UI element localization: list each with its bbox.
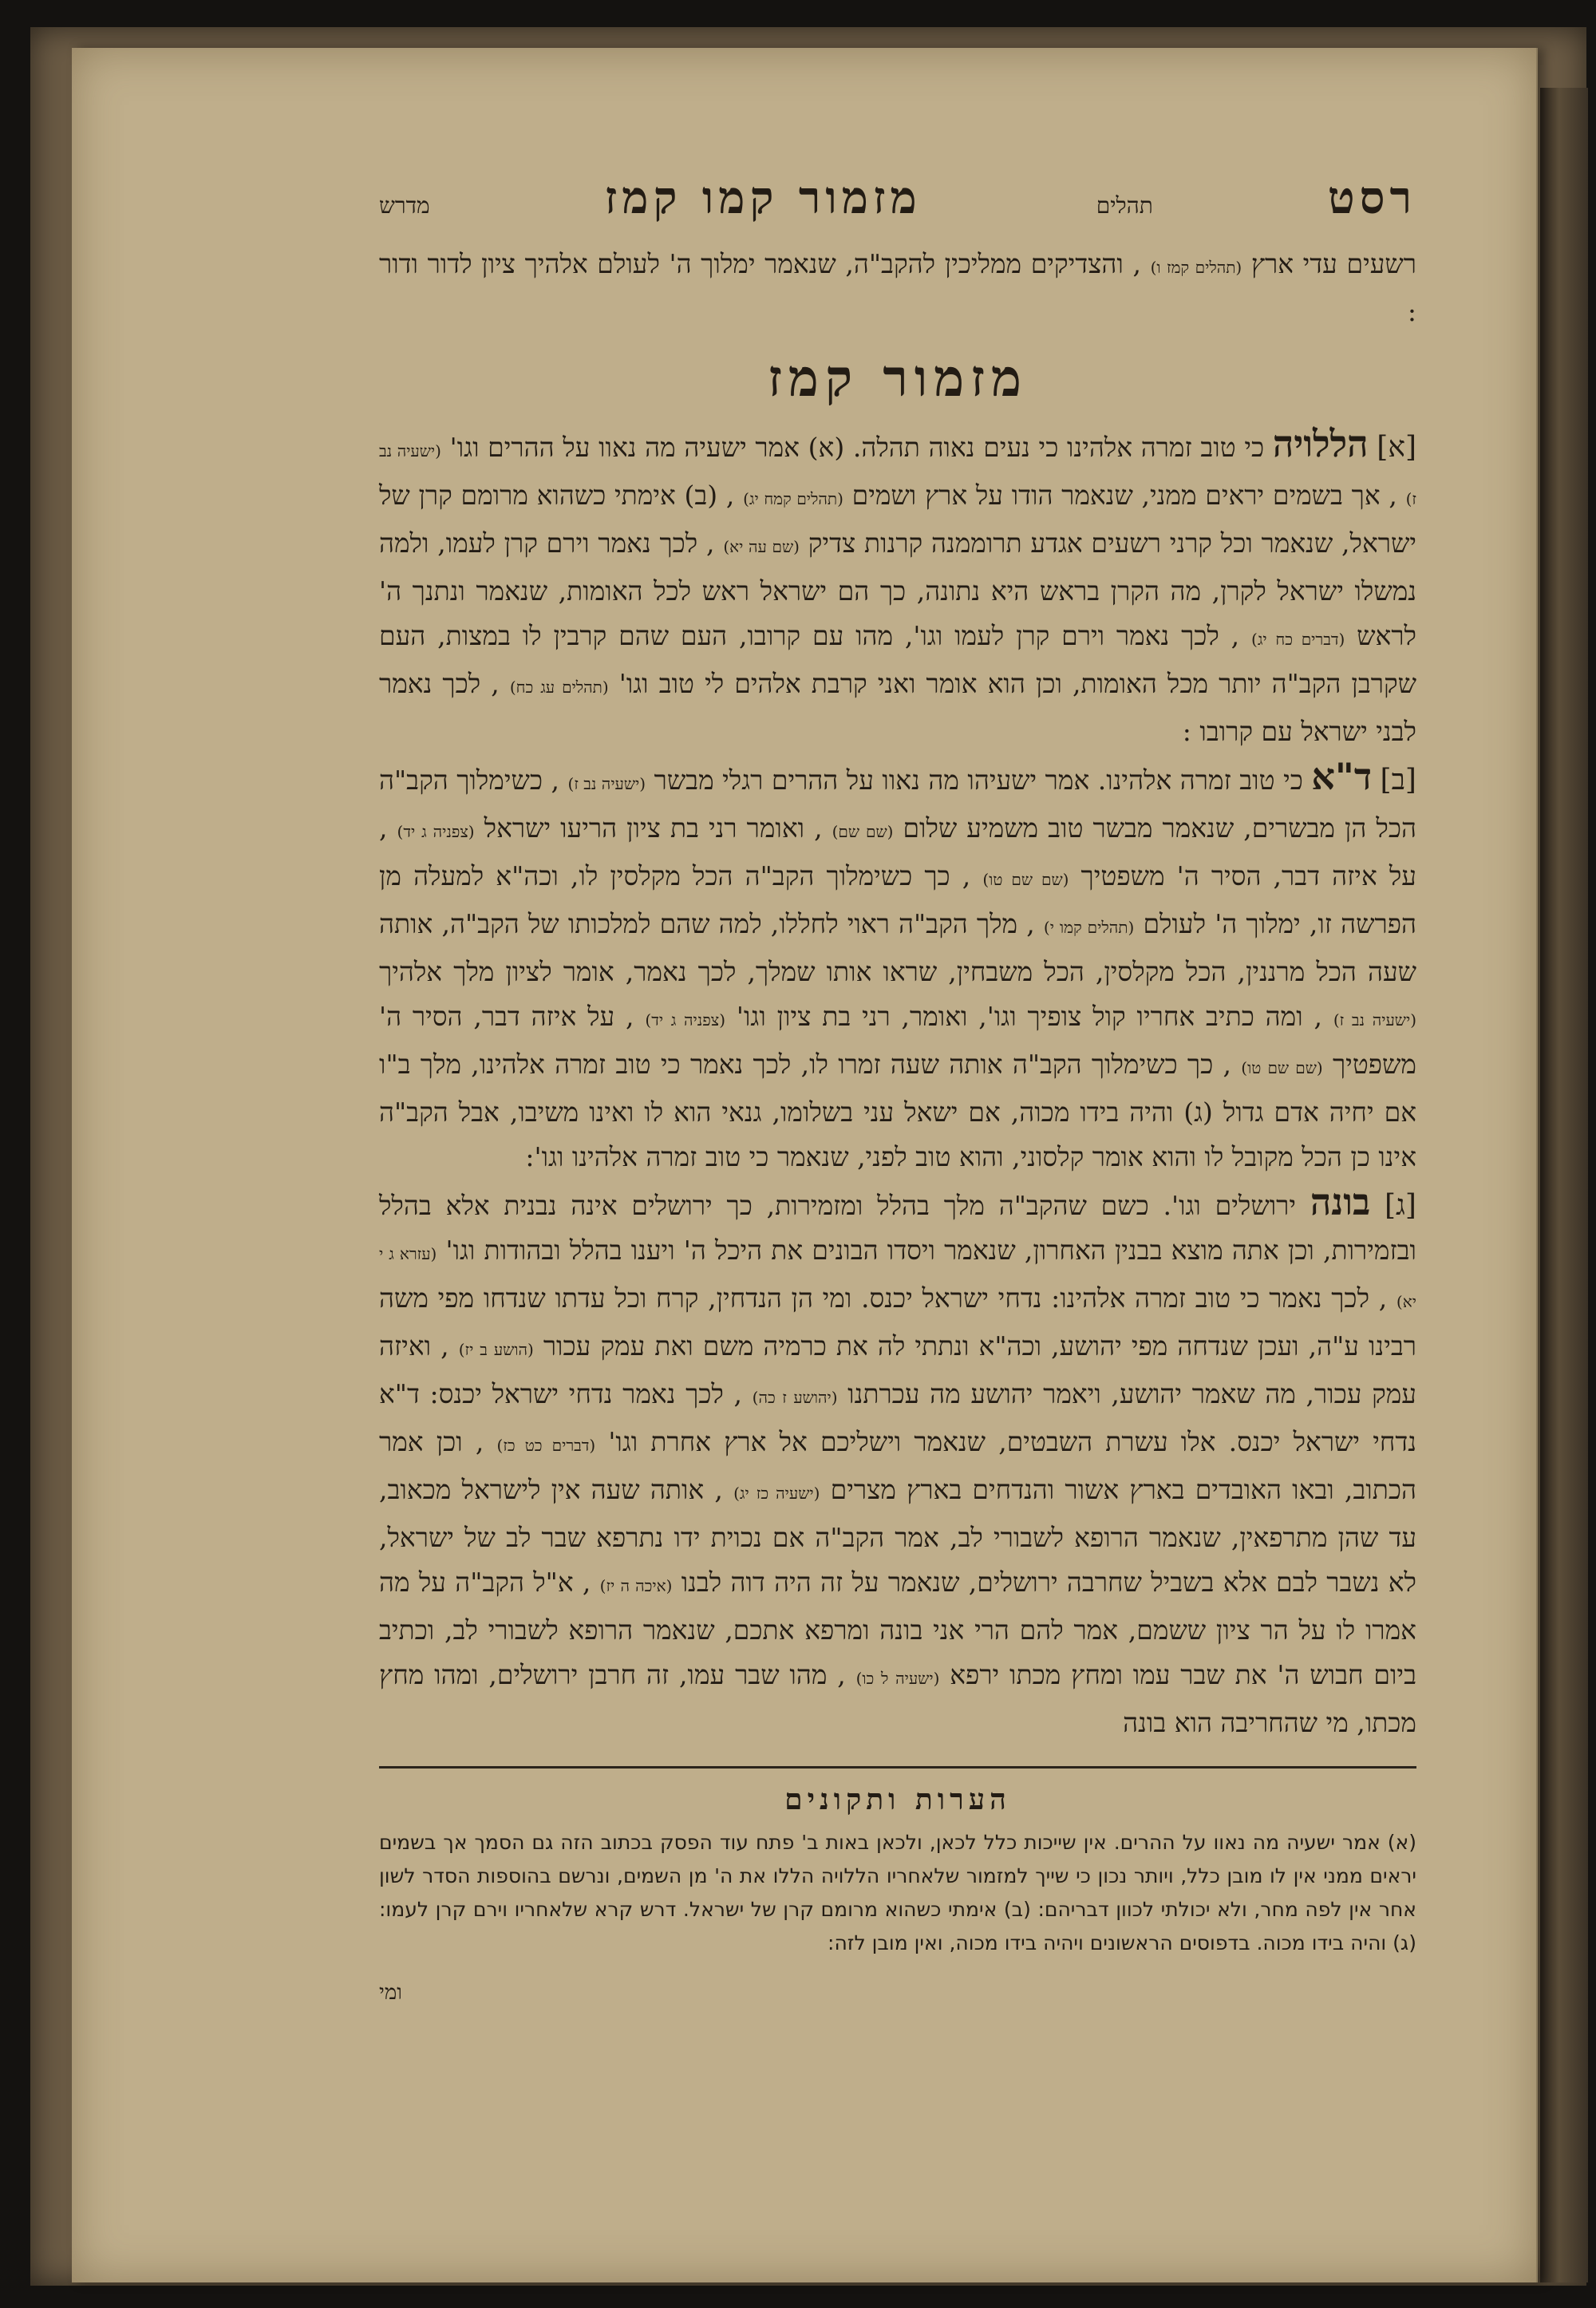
citation: (דברים כח יג): [1251, 630, 1345, 649]
header-midrash: מדרש: [379, 192, 430, 219]
citation: (שם שם טו): [982, 870, 1069, 889]
citation: (ישעיה נב ז): [1333, 1010, 1417, 1030]
citation: (ישעיה ל כו): [855, 1669, 940, 1688]
psalm-title: מזמור קמז: [768, 349, 1028, 409]
section-marker: [ב]: [1380, 764, 1416, 796]
citation: (איכה ה יז): [599, 1576, 673, 1595]
citation: (שם שם טו): [1241, 1058, 1323, 1077]
lead-word: ד"א: [1311, 755, 1373, 798]
lead-word: בונה: [1310, 1180, 1371, 1223]
section-marker: [א]: [1377, 431, 1416, 464]
citation: (תהלים עג כח): [509, 678, 609, 697]
citation: (ישעיה כז יג): [733, 1484, 820, 1503]
next-page-edge: [1540, 88, 1588, 2282]
page-number: רסט: [1327, 172, 1416, 224]
citation: (דברים כט כז): [496, 1436, 596, 1455]
citation: (הושע ב יז): [458, 1340, 534, 1359]
notes-divider: [379, 1766, 1416, 1769]
citation: (שם שם): [832, 822, 894, 841]
running-header: [379, 172, 1416, 224]
citation: (תהלים קמו י): [1043, 918, 1135, 937]
paragraph-2: [ב] ד"א כי טוב זמרה אלהינו. אמר ישעיהו מה נאוו על ההרים רגלי מבשר (ישעיה נב ז) , כשימלוך הקב"ה הכל הן מבשרים, שנאמר מבשר טוב משמיע שלום (שם שם) , ואומר רני בת ציון הריעו ישראל (צפניה ג יד) , על איזה דבר, הסיר ה' משפטיך (שם שם טו) , כך כשימלוך הקב"ה הכל מקלסין לו, וכה"א למעלה מן הפרשה זו, ימלוך ה' לעולם (תהלים קמו י) , מלך הקב"ה ראוי לחללו, למה שהם למלכותו של הקב"ה, אותה שעה הכל מרננין, הכל מקלסין, הכל משבחין, שראו אותו שמלך, לכך נאמר, אומר לציון מלך אלהיך (ישעיה נב ז) , ומה כתיב אחריו קול צופיך וגו', ואומר, רני בת ציון וגו' (צפניה ג יד) , על איזה דבר, הסיר ה' משפטיך (שם שם טו) , כך כשימלוך הקב"ה אותה שעה זמרו לו, לכך נאמר כי טוב זמרה אלהינו, מלך ב"ו אם יחיה אדם גדול (ג) והיה בידו מכוה, אם ישאל עני בשלומו, גנאי הוא לו ואינו משיבו, אבל הקב"ה אינו כן הכל מקובל לו והוא אומר קלסוני, והוא טוב לפני, שנאמר כי טוב זמרה אלהינו וגו':: [379, 755, 1417, 1172]
intro-paragraph: רשעים עדי ארץ (תהלים קמז ו) , והצדיקים ממליכין להקב"ה, שנאמר ימלוך ה' לעולם אלהיך ציון לדור ודור :: [379, 248, 1416, 327]
page-content: [379, 172, 1416, 2135]
citation: (צפניה ג יד): [645, 1010, 726, 1030]
header-title: מזמור קמו קמז: [604, 172, 922, 224]
section-marker: [ג]: [1385, 1189, 1416, 1222]
paragraph-1: [א] הללויה כי טוב זמרה אלהינו כי נעים נאוה תהלה. (א) אמר ישעיה מה נאוו על ההרים וגו' (ישעיה נב ז) , אך בשמים יראים ממני, שנאמר הודו על ארץ ושמים (תהלים קמח יג) , (ב) אימתי כשהוא מרומם קרן של ישראל, שנאמר וכל קרני רשעים אגדע תרוממנה קרנות צדיק (שם עה יא) , לכך נאמר וירם קרן לעמו, ולמה נמשלו ישראל לקרן, מה הקרן בראש היא נתונה, כך הם ישראל ראש לכל האומות, שנאמר ונתנך ה' לראש (דברים כח יג) , לכך נאמר וירם קרן לעמו וגו', מהו עם קרובו, העם שהם קרבין לו במצות, העם שקרבן הקב"ה יותר מכל האומות, וכן הוא אומר ואני קרבת אלהים לי טוב וגו' (תהלים עג כח) , לכך נאמר לבני ישראל עם קרובו :: [379, 422, 1416, 747]
citation: (תהלים קמז ו): [1150, 258, 1242, 277]
citation: (ישעיה נב ז): [379, 441, 1416, 508]
citation: (צפניה ג יד): [397, 822, 475, 841]
notes-title: הערות ותקונים: [784, 1783, 1011, 1816]
paragraph-3: [ג] בונה ירושלים וגו'. כשם שהקב"ה מלך בהלל ומזמירות, כך ירושלים אינה נבנית אלא בהלל ובזמירות, וכן אתה מוצא בבנין האחרון, שנאמר ויסדו הבונים את היכל ה' ויענו בהלל ובהודות וגו' (עזרא ג י יא) , לכך נאמר כי טוב זמרה אלהינו: נדחי ישראל יכנס. ומי הן הנדחין, קרח וכל עדתו שנדחו מפי משה רבינו ע"ה, ועכן שנדחה מפי יהושע, וכה"א ונתתי לה את כרמיה משם ואת עמק עכור (הושע ב יז) , ואיזה עמק עכור, מה שאמר יהושע, ויאמר יהושע מה עכרתנו (יהושע ז כה) , לכך נאמר נדחי ישראל יכנס: ד"א נדחי ישראל יכנס. אלו עשרת השבטים, שנאמר וישליכם אל ארץ אחרת וגו' (דברים כט כז) , וכן אמר הכתוב, ובאו האובדים בארץ אשור והנדחים בארץ מצרים (ישעיה כז יג) , אותה שעה אין לישראל מכאוב, עד שהן מתרפאין, שנאמר הרופא לשבורי לב, אמר הקב"ה אם נכוית ידו נתרפא שבר לב של ישראל, לא נשבר לבם אלא בשביל שחרבה ירושלים, שנאמר על זה היה דוה לבנו (איכה ה יז) , א"ל הקב"ה על מה אמרו לו על הר ציון ששמם, אמר להם הרי אני בונה ומרפא אתכם, שנאמר הרופא לשבורי לב, וכתיב ביום חבוש ה' את שבר עמו ומחץ מכתו ירפא (ישעיה ל כו) , מהו שבר עמו, זה חרבן ירושלים, ומהו מחץ מכתו, מי שהחריבה הוא בונה: [379, 1180, 1416, 1738]
notes-text: (א) אמר ישעיה מה נאוו על ההרים. אין שייכות כלל לכאן, ולכאן באות ב' פתח עוד הפסק בכתוב הזה גם הסמך אך בשמים יראים ממני אין לו מובן כלל, ויותר נכון כי שייך למזמור שלאחריו הללויה הללו את ה' מן השמים, ונרשם בהוספות הסדר לשון אחר אין לפה מחר, ולא יכולתי לכוון דבריהם: (ב) אימתי כשהוא מרומם קרן של ישראל. דרש קרא שלאחריו וירם קרן לעמו: (ג) והיה בידו מכוה. בדפוסים הראשונים ויהיה בידו מכוה, ואין מובן לזה:: [379, 1831, 1416, 1954]
catchword: ומי: [379, 1981, 402, 2005]
citation: (יהושע ז כה): [752, 1388, 838, 1407]
citation: (תהלים קמח יג): [743, 489, 843, 508]
lead-word: הללויה: [1272, 422, 1369, 465]
citation: (שם עה יא): [723, 537, 800, 556]
citation: (עזרא ג י יא): [379, 1244, 1416, 1311]
citation: (ישעיה נב ז): [567, 774, 646, 793]
header-book: תהלים: [1096, 192, 1153, 219]
